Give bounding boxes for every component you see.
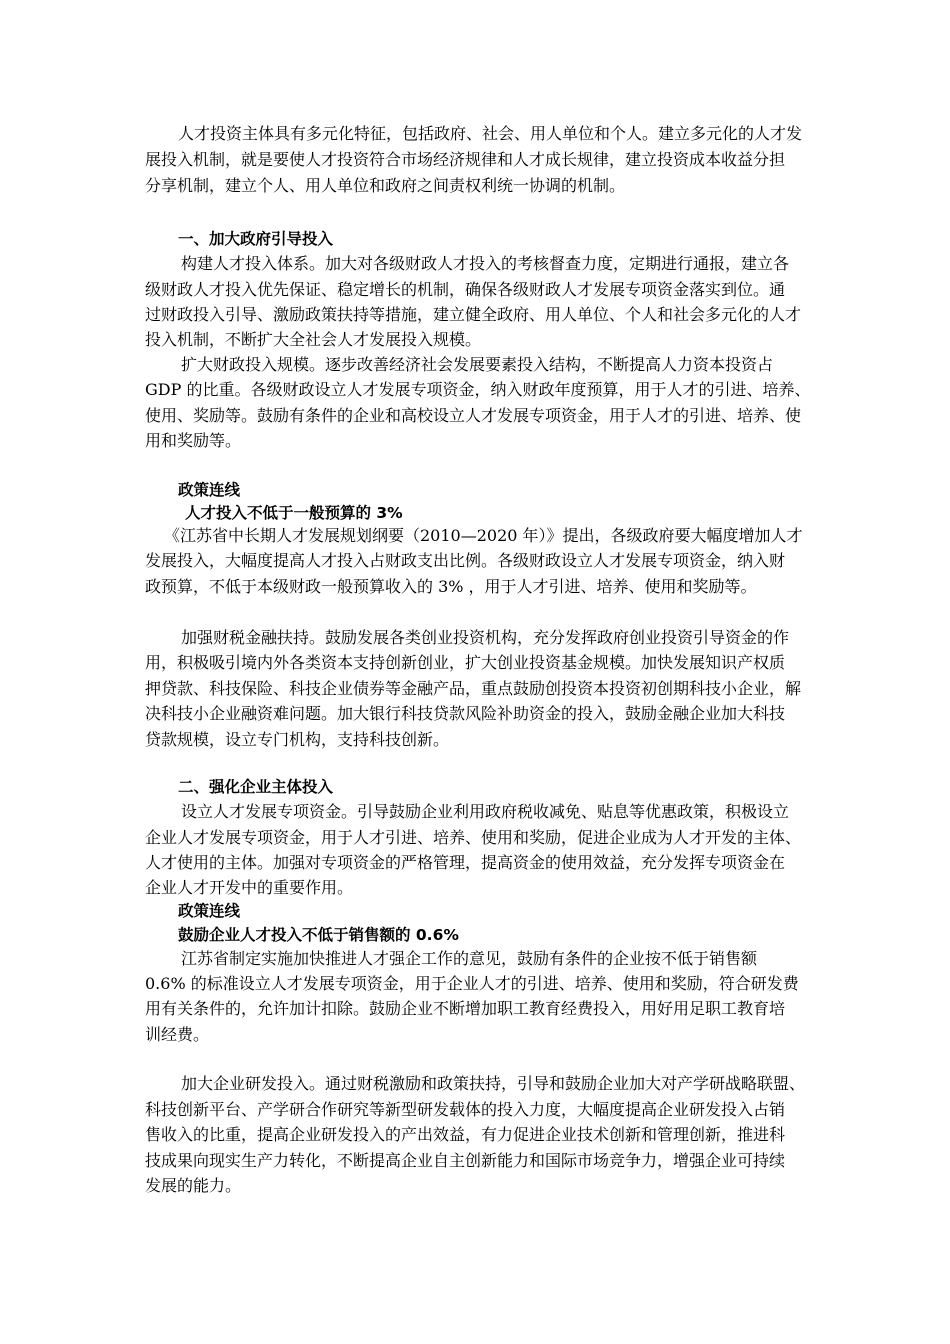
s1-p3-line-3: 押贷款、科技保险、科技企业债券等金融产品，重点鼓励创投资本投资初创期科技小企业，解 [145,679,802,698]
s1-p2-line-3: 使用、奖励等。鼓励有条件的企业和高校设立人才发展专项资金，用于人才的引进、培养、使 [145,406,802,425]
policy-link-1-line-2: 发展投入，大幅度提高人才投入占财政支出比例。各级财政设立人才发展专项资金，纳入财 [145,551,786,570]
s2-p2-line-5: 发展的能力。 [145,1176,242,1195]
s1-p3-line-5: 贷款规模，设立专门机构，支持科技创新。 [145,730,450,749]
s1-p1-line-2: 级财政人才投入优先保证、稳定增长的机制，确保各级财政人才发展专项资金落实到位。通 [145,280,786,299]
s2-p1-line-1: 设立人才发展专项资金。引导鼓励企业利用政府税收减免、贴息等优惠政策，积极设立 [181,802,790,821]
section-heading-1: 一、加大政府引导投入 [178,230,334,248]
s1-p2-line-1: 扩大财政投入规模。逐步改善经济社会发展要素投入结构，不断提高人力资本投资占 [181,355,774,374]
section-heading-2: 二、强化企业主体投入 [178,778,334,796]
policy-link-label-1: 政策连线 [178,481,241,499]
s1-p1-line-3: 过财政投入引导、激励政策扶持等措施，建立健全政府、用人单位、个人和社会多元化的人才 [145,305,802,324]
policy-link-2-line-3: 用有关条件的，允许加计扣除。鼓励企业不断增加职工教育经费投入，用好用足职工教育培 [145,999,786,1018]
s2-p1-line-3: 人才使用的主体。加强对专项资金的严格管理，提高资金的使用效益，充分发挥专项资金在 [145,853,786,872]
intro-line-1: 人才投资主体具有多元化特征，包括政府、社会、用人单位和个人。建立多元化的人才发 [178,124,803,143]
s2-p1-line-2: 企业人才发展专项资金，用于人才引进、培养、使用和奖励，促进企业成为人才开发的主体、 [145,828,802,847]
policy-link-1-line-1: 《江苏省中长期人才发展规划纲要（2010—2020 年）》提出，各级政府要大幅度增加人才 [164,526,803,545]
s2-p2-line-3: 售收入的比重，提高企业研发投入的产出效益，有力促进企业技术创新和管理创新，推进科 [145,1125,786,1144]
s1-p1-line-4: 投入机制，不断扩大全社会人才发展投入规模。 [145,330,482,349]
s1-p3-line-1: 加强财税金融扶持。鼓励发展各类创业投资机构，充分发挥政府创业投资引导资金的作 [181,628,790,647]
intro-line-2: 展投入机制，就是要使人才投资符合市场经济规律和人才成长规律，建立投资成本收益分担 [145,150,786,169]
policy-link-2-line-1: 江苏省制定实施加快推进人才强企工作的意见，鼓励有条件的企业按不低于销售额 [181,949,758,968]
intro-line-3: 分享机制，建立个人、用人单位和政府之间责权利统一协调的机制。 [145,176,626,195]
policy-link-2-line-4: 训经费。 [145,1025,210,1044]
s1-p1-line-1: 构建人才投入体系。加大对各级财政人才投入的考核督查力度，定期进行通报，建立各 [181,254,790,273]
s1-p2-line-2: GDP 的比重。各级财政设立人才发展专项资金，纳入财政年度预算，用于人才的引进、培养、 [145,380,811,399]
policy-link-1-line-3: 政预算，不低于本级财政一般预算收入的 3% ，用于人才引进、培养、使用和奖励等。 [145,577,757,596]
s2-p2-line-1: 加大企业研发投入。通过财税激励和政策扶持，引导和鼓励企业加大对产学研战略联盟、 [181,1074,806,1093]
s1-p3-line-4: 决科技小企业融资难问题。加大银行科技贷款风险补助资金的投入，鼓励金融企业加大科技 [145,704,786,723]
s2-p2-line-4: 技成果向现实生产力转化，不断提高企业自主创新能力和国际市场竞争力，增强企业可持续 [145,1151,786,1170]
s1-p2-line-4: 用和奖励等。 [145,431,242,450]
s2-p1-line-4: 企业人才开发中的重要作用。 [145,878,354,897]
policy-link-2-line-2: 0.6% 的标准设立人才发展专项资金，用于企业人才的引进、培养、使用和奖励，符合研发费 [145,974,799,993]
policy-link-title-2: 鼓励企业人才投入不低于销售额的 0.6% [178,926,459,944]
s2-p2-line-2: 科技创新平台、产学研合作研究等新型研发载体的投入力度，大幅度提高企业研发投入占销 [145,1100,786,1119]
policy-link-label-2: 政策连线 [178,902,241,920]
policy-link-title-1: 人才投入不低于一般预算的 3% [185,504,403,522]
s1-p3-line-2: 用，积极吸引境内外各类资本支持创新创业，扩大创业投资基金规模。加快发展知识产权质 [145,653,786,672]
